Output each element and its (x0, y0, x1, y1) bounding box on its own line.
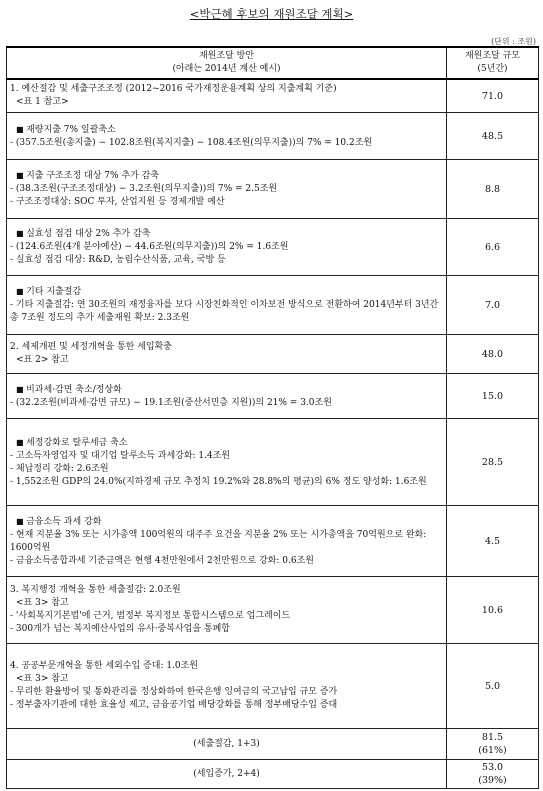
row-description (7, 374, 447, 419)
page-title: <박근혜 후보의 재원조달 계획> (189, 7, 354, 21)
item-detail: - 체납정리 강화: 2.6조원 (10, 463, 443, 476)
section-detail: - 정부출자기관에 대한 효율성 제고, 금융공기업 배당강화를 통해 정부배당수입 증대 (10, 699, 443, 712)
item-heading: ■ 비과세·감면 축소/정상화 (10, 383, 443, 397)
funding-table (6, 46, 539, 789)
item-heading: ■ 실효성 점검 대상 2% 추가 감축 (10, 227, 443, 241)
total-label: (세입증가, 2+4) (7, 760, 447, 789)
item-detail: - 기타 지출절감: 연 30조원의 재정융자를 보다 시장친화적인 이차보전 방식으로 전환하여 2014년부터 3년간 총 7조원 정도의 추가 세출재원 확보: 2.3조원 (10, 299, 443, 325)
row-description (7, 276, 447, 335)
section-heading: 4. 공공부문개혁을 통한 세외수입 증대: 1.0조원 (10, 661, 199, 671)
item-detail: - (38.3조원(구조조정대상) − 3.2조원(의무지출))의 7% = 2.5조원 (10, 183, 443, 196)
table-reference: <표 3> 참고 (16, 674, 69, 684)
row-value: 15.0 (447, 374, 539, 419)
row-value: 71.0 (447, 79, 539, 113)
row-description (7, 160, 447, 219)
section-heading: 3. 복지행정 개혁을 통한 세출절감: 2.0조원 (10, 585, 181, 595)
item-detail: - (32.2조원(비과세·감면 규모) − 19.1조원(중산서민층 지원))의 21% = 3.0조원 (10, 397, 443, 410)
row-value: 28.5 (447, 419, 539, 506)
item-row (7, 419, 539, 506)
section-heading: 2. 세제개편 및 세정개혁을 통한 세입확충 (10, 342, 172, 352)
plan-header: 재원조달 방안 (아래는 2014년 계산 예시) (7, 47, 447, 79)
scale-header: 재원조달 규모 (5년간) (447, 47, 539, 79)
row-description (7, 644, 447, 729)
item-detail: - 금융소득종합과세 기준금액은 현행 4천만원에서 2천만원으로 강화: 0.6조원 (10, 555, 443, 568)
section-row (7, 335, 539, 374)
item-row (7, 160, 539, 219)
item-row (7, 219, 539, 276)
total-label: (세출절감, 1+3) (7, 729, 447, 760)
item-heading: ■ 금융소득 과세 강화 (10, 515, 443, 529)
item-heading: ■ 세정강화로 탈루세금 축소 (10, 436, 443, 450)
table-reference: <표 1 참고> (16, 97, 69, 107)
item-detail: - 구조조정대상: SOC 투자, 산업지원 등 경제개발 예산 (10, 196, 443, 209)
table-header-row (7, 47, 539, 79)
unit-label: (단위 : 조원) (491, 37, 536, 46)
total-value: 81.5 (61%) (447, 729, 539, 760)
section-row (7, 644, 539, 729)
row-value: 10.6 (447, 577, 539, 644)
item-heading: ■ 지출 구조조정 대상 7% 추가 감축 (10, 169, 443, 183)
item-heading: ■ 재량지출 7% 일괄축소 (10, 123, 443, 137)
item-row (7, 506, 539, 577)
table-reference: <표 2> 참고 (16, 355, 69, 365)
row-description (7, 79, 447, 113)
item-row (7, 113, 539, 160)
total-row-expense (7, 729, 539, 760)
section-detail: - 무리한 환율방어 및 통화관리를 정상화하여 한국은행 잉여금의 국고납입 규모 증가 (10, 686, 443, 699)
item-detail: - (124.6조원(4개 분야예산) − 44.6조원(의무지출))의 2% = 1.6조원 (10, 241, 443, 254)
section-heading: 1. 예산절감 및 세출구조조정 (2012~2016 국가재정운용계획 상의 지출계획 기준) (10, 84, 337, 94)
row-description (7, 419, 447, 506)
section-row (7, 79, 539, 113)
item-detail: - 실효성 점검 대상: R&D, 농림수산식품, 교육, 국방 등 (10, 254, 443, 267)
row-description (7, 219, 447, 276)
row-value: 7.0 (447, 276, 539, 335)
item-detail: - 1,552조원 GDP의 24.0%(지하경제 규모 추정치 19.2%와 28.8%의 평균)의 6% 정도 양성화: 1.6조원 (10, 476, 443, 489)
row-value: 4.5 (447, 506, 539, 577)
row-value: 8.8 (447, 160, 539, 219)
item-detail: - 현재 지분율 3% 또는 시가총액 100억원의 대주주 요건을 지분율 2% 또는 시가총액을 70억원으로 완화: 1600억원 (10, 529, 443, 555)
section-detail: - 300개가 넘는 복지예산사업의 유사·중복사업을 통폐합 (10, 623, 443, 636)
total-value: 53.0 (39%) (447, 760, 539, 789)
table-reference: <표 3> 참고 (16, 598, 69, 608)
row-description (7, 506, 447, 577)
row-description (7, 113, 447, 160)
item-row (7, 276, 539, 335)
row-value: 48.5 (447, 113, 539, 160)
item-detail: - (357.5조원(총지출) − 102.8조원(복지지출) − 108.4조원(의무지출))의 7% = 10.2조원 (10, 137, 443, 150)
row-value: 5.0 (447, 644, 539, 729)
total-row-revenue (7, 760, 539, 789)
row-value: 6.6 (447, 219, 539, 276)
item-detail: - 고소득자영업자 및 대기업 탈루소득 과세강화: 1.4조원 (10, 450, 443, 463)
row-description (7, 335, 447, 374)
row-value: 48.0 (447, 335, 539, 374)
item-row (7, 374, 539, 419)
item-heading: ■ 기타 지출절감 (10, 285, 443, 299)
section-row (7, 577, 539, 644)
row-description (7, 577, 447, 644)
section-detail: - '사회복지기본법'에 근거, 범정부 복지정보 통합시스템으로 업그레이드 (10, 610, 443, 623)
